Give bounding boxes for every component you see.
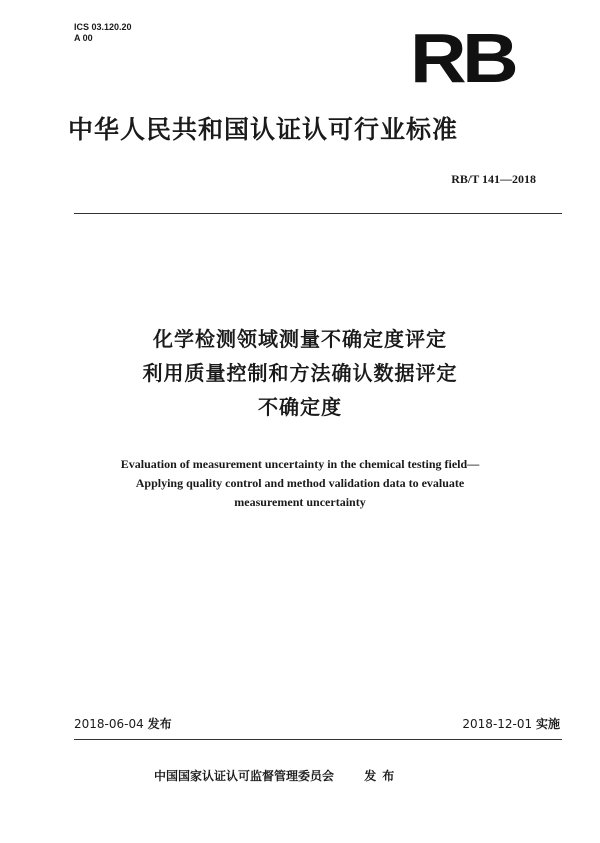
ics-code: ICS 03.120.20 (74, 22, 132, 32)
publisher-name: 中国国家认证认可监督管理委员会 (154, 769, 335, 783)
issue-date-value: 2018-06-04 (74, 717, 144, 731)
english-title (0, 455, 600, 512)
issue-date-label: 发布 (147, 717, 172, 731)
publisher-line (154, 767, 400, 784)
english-title-line-2: Applying quality control and method validation data to evaluate (135, 476, 465, 490)
english-title-line-1: Evaluation of measurement uncertainty in the chemical testing field— (120, 457, 480, 471)
top-divider (74, 213, 562, 214)
chinese-title-line-3: 不确定度 (258, 395, 342, 419)
issue-date (74, 715, 172, 732)
implementation-date (462, 715, 560, 732)
chinese-title (0, 322, 600, 424)
bottom-divider (74, 739, 562, 740)
standard-number: RB/T 141—2018 (451, 172, 536, 186)
implementation-date-label: 实施 (535, 717, 560, 731)
chinese-title-line-2: 利用质量控制和方法确认数据评定 (142, 361, 458, 385)
ccs-code: A 00 (74, 33, 93, 43)
chinese-title-line-1: 化学检测领域测量不确定度评定 (153, 327, 447, 351)
rb-logo: RB (410, 19, 515, 97)
classification-codes (74, 22, 132, 44)
english-title-line-3: measurement uncertainty (234, 495, 366, 509)
standard-category-title: 中华人民共和国认证认可行业标准 (68, 115, 459, 144)
implementation-date-value: 2018-12-01 (462, 717, 533, 731)
publisher-action: 发布 (364, 769, 401, 783)
